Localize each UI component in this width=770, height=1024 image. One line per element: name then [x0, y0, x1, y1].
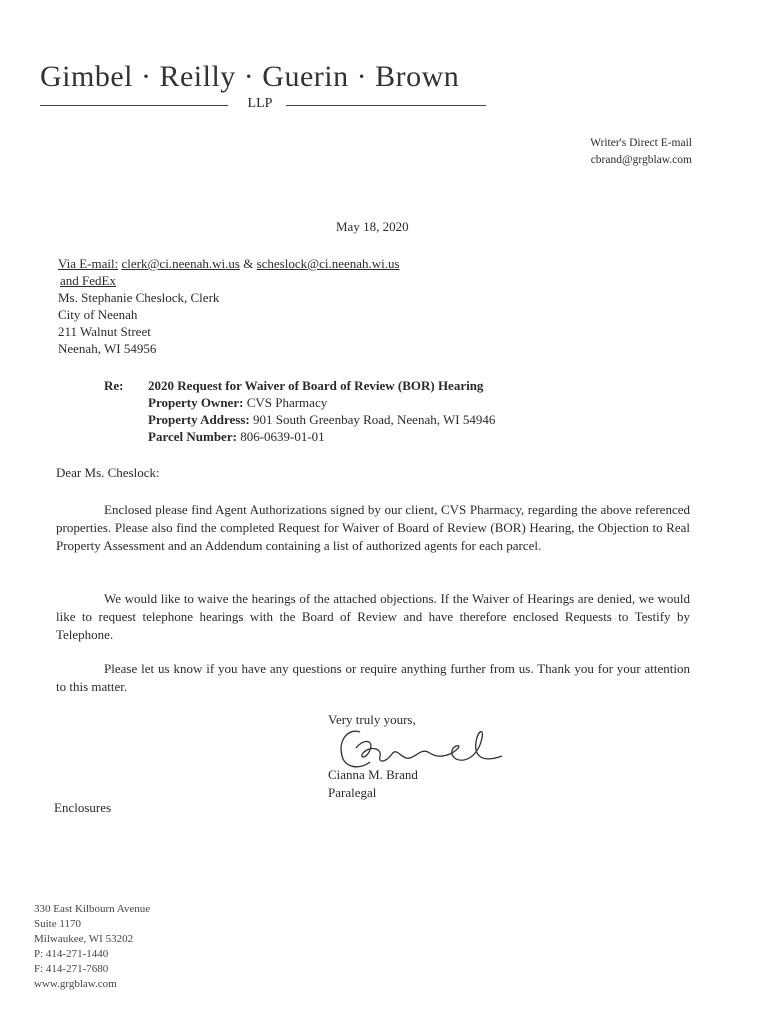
footer-fax: F: 414-271-7680 — [34, 963, 109, 975]
footer-city: Milwaukee, WI 53202 — [34, 933, 134, 945]
re-address-label: Property Address: — [148, 412, 250, 427]
footer-street: 330 East Kilbourn Avenue — [34, 903, 151, 915]
re-owner-label: Property Owner: — [148, 395, 244, 410]
delivery-line — [58, 255, 400, 272]
letter-date: May 18, 2020 — [336, 219, 409, 234]
recipient-name: Ms. Stephanie Cheslock, Clerk — [58, 290, 220, 305]
closing: Very truly yours, — [328, 712, 416, 727]
re-parcel-label: Parcel Number: — [148, 429, 237, 444]
re-label: Re: — [104, 378, 124, 393]
signer-block — [328, 766, 418, 802]
via-label: Via E-mail: — [58, 256, 119, 271]
recipient-org: City of Neenah — [58, 307, 138, 322]
footer-suite: Suite 1170 — [34, 918, 81, 930]
writer-email: cbrand@grgblaw.com — [590, 154, 692, 166]
enclosures-note: Enclosures — [54, 800, 112, 815]
delivery-email-1: clerk@ci.neenah.wi.us — [121, 256, 240, 271]
writer-contact — [590, 135, 692, 169]
delivery-fedex: and FedEx — [60, 273, 116, 288]
body-paragraph-2: We would like to waive the hearings of the attached objections. If the Waiver of Hearings are denied, we would like to request telephone hearings with the Board of Review and have therefore enclosed Requests to Testify by Telephone. — [56, 591, 690, 642]
recipient-street: 211 Walnut Street — [58, 324, 151, 339]
writer-email-label: Writer's Direct E-mail — [590, 137, 692, 149]
delivery-email-2: scheslock@ci.neenah.wi.us — [256, 256, 400, 271]
footer-phone: P: 414-271-1440 — [34, 948, 109, 960]
re-subject: 2020 Request for Waiver of Board of Review (BOR) Hearing — [148, 378, 484, 393]
firm-name: Gimbel · Reilly · Guerin · Brown — [40, 60, 460, 93]
rule-right — [286, 105, 486, 106]
recipient-block — [58, 255, 400, 357]
signer-name: Cianna M. Brand — [328, 767, 418, 782]
re-parcel: 806-0639-01-01 — [240, 429, 325, 444]
firm-suffix: LLP — [247, 96, 273, 111]
greeting: Dear Ms. Cheslock: — [56, 465, 160, 480]
footer-website: www.grgblaw.com — [34, 978, 117, 990]
re-address: 901 South Greenbay Road, Neenah, WI 54946 — [252, 412, 496, 427]
letterhead-rule — [40, 96, 486, 114]
delivery-amp: & — [243, 256, 254, 271]
body-paragraph-1: Enclosed please find Agent Authorizations signed by our client, CVS Pharmacy, regarding the above referenced properties. Please also find the completed Request for Waiver of Board of Review (BOR) Hearing, the Objection to Real Property Assessment and an Addendum containing a list of authorized agents for each parcel. — [56, 502, 690, 553]
footer-address — [34, 902, 150, 992]
re-owner: CVS Pharmacy — [246, 395, 328, 410]
recipient-city: Neenah, WI 54956 — [58, 341, 157, 356]
signer-title: Paralegal — [328, 785, 377, 800]
body-paragraph-3: Please let us know if you have any questions or require anything further from us. Thank you for your attention to this matter. — [56, 661, 690, 694]
rule-left — [40, 105, 228, 106]
